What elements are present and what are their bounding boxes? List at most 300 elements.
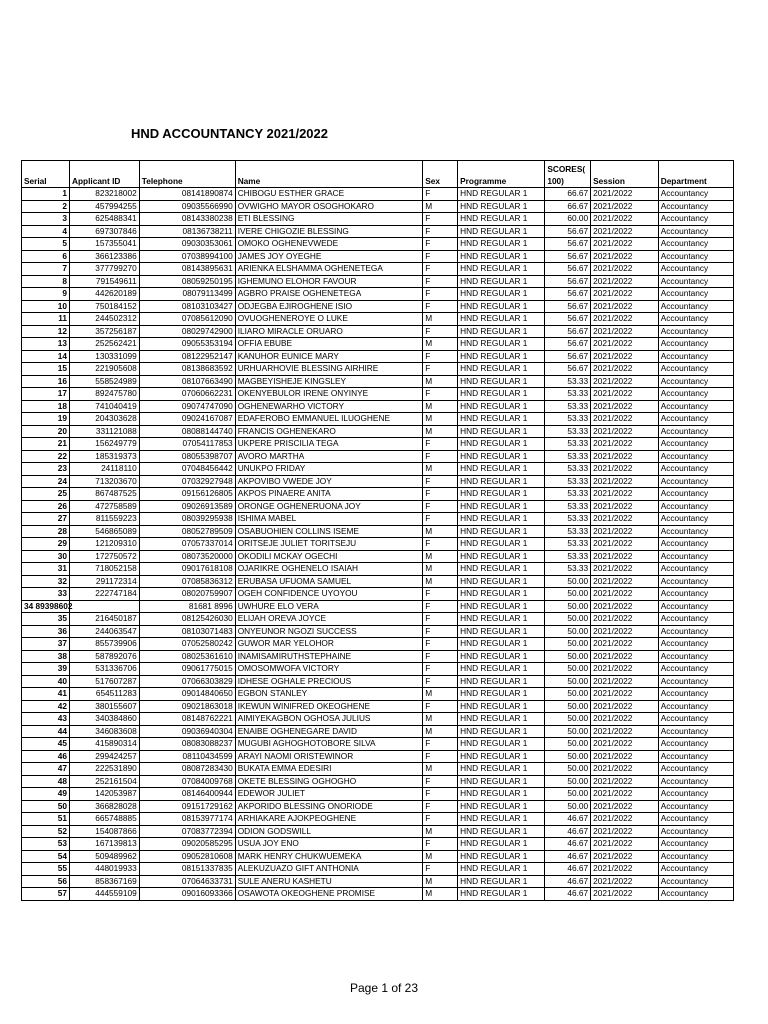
cell-applicant-id: 222531890 bbox=[69, 763, 139, 776]
col-header-name: Name bbox=[235, 161, 423, 188]
cell-applicant-id: 366828028 bbox=[69, 800, 139, 813]
cell-serial: 28 bbox=[22, 525, 70, 538]
cell-serial: 18 bbox=[22, 400, 70, 413]
cell-score: 56.67 bbox=[545, 275, 591, 288]
cell-department: Accountancy bbox=[658, 663, 733, 676]
cell-score: 46.67 bbox=[545, 838, 591, 851]
cell-telephone: 08151337835 bbox=[139, 863, 235, 876]
cell-serial: 55 bbox=[22, 863, 70, 876]
cell-name: UNUKPO FRIDAY bbox=[235, 463, 423, 476]
cell-session: 2021/2022 bbox=[591, 525, 659, 538]
cell-name: MUGUBI AGHOGHOTOBORE SILVA bbox=[235, 738, 423, 751]
cell-session: 2021/2022 bbox=[591, 750, 659, 763]
cell-telephone: 07064633731 bbox=[139, 875, 235, 888]
table-row bbox=[22, 550, 734, 563]
cell-programme: HND REGULAR 1 bbox=[458, 525, 545, 538]
cell-serial: 9 bbox=[22, 288, 70, 301]
cell-score: 50.00 bbox=[545, 613, 591, 626]
cell-sex: F bbox=[423, 813, 458, 826]
cell-programme: HND REGULAR 1 bbox=[458, 738, 545, 751]
cell-name: ETI BLESSING bbox=[235, 213, 423, 226]
cell-telephone: 08025361610 bbox=[139, 650, 235, 663]
cell-name: ODJEGBA EJIROGHENE ISIO bbox=[235, 300, 423, 313]
cell-telephone: 07057337014 bbox=[139, 538, 235, 551]
cell-serial: 3 bbox=[22, 213, 70, 226]
cell-applicant-id: 665748885 bbox=[69, 813, 139, 826]
table-row bbox=[22, 650, 734, 663]
cell-serial: 22 bbox=[22, 450, 70, 463]
table-row bbox=[22, 488, 734, 501]
cell-telephone: 08059250195 bbox=[139, 275, 235, 288]
cell-name: AKPOVIBO VWEDE JOY bbox=[235, 475, 423, 488]
cell-applicant-id: 380155607 bbox=[69, 700, 139, 713]
cell-programme: HND REGULAR 1 bbox=[458, 500, 545, 513]
cell-serial: 23 bbox=[22, 463, 70, 476]
cell-serial: 14 bbox=[22, 350, 70, 363]
cell-sex: F bbox=[423, 363, 458, 376]
cell-session: 2021/2022 bbox=[591, 825, 659, 838]
cell-applicant-id: 823218002 bbox=[69, 188, 139, 201]
cell-name: OSAWOTA OKEOGHENE PROMISE bbox=[235, 888, 423, 901]
cell-serial: 39 bbox=[22, 663, 70, 676]
cell-programme: HND REGULAR 1 bbox=[458, 650, 545, 663]
cell-sex: F bbox=[423, 538, 458, 551]
table-row bbox=[22, 638, 734, 651]
cell-name: OGEH CONFIDENCE UYOYOU bbox=[235, 588, 423, 601]
cell-serial: 4 bbox=[22, 225, 70, 238]
cell-sex: M bbox=[423, 875, 458, 888]
cell-applicant-id: 216450187 bbox=[69, 613, 139, 626]
cell-department: Accountancy bbox=[658, 600, 733, 613]
table-row bbox=[22, 838, 734, 851]
cell-serial: 12 bbox=[22, 325, 70, 338]
cell-department: Accountancy bbox=[658, 800, 733, 813]
cell-name: JAMES JOY OYEGHE bbox=[235, 250, 423, 263]
cell-sex: M bbox=[423, 888, 458, 901]
cell-applicant-id: 204303628 bbox=[69, 413, 139, 426]
table-row bbox=[22, 438, 734, 451]
cell-sex: F bbox=[423, 238, 458, 251]
cell-session: 2021/2022 bbox=[591, 625, 659, 638]
cell-session: 2021/2022 bbox=[591, 738, 659, 751]
table-row bbox=[22, 888, 734, 901]
cell-applicant-id: 331121088 bbox=[69, 425, 139, 438]
table-row bbox=[22, 625, 734, 638]
cell-name: OKETE BLESSING OGHOGHO bbox=[235, 775, 423, 788]
table-row bbox=[22, 675, 734, 688]
cell-session: 2021/2022 bbox=[591, 250, 659, 263]
cell-session: 2021/2022 bbox=[591, 263, 659, 276]
table-row bbox=[22, 688, 734, 701]
cell-score: 53.33 bbox=[545, 563, 591, 576]
cell-session: 2021/2022 bbox=[591, 313, 659, 326]
cell-session: 2021/2022 bbox=[591, 388, 659, 401]
cell-telephone: 07085836312 bbox=[139, 575, 235, 588]
cell-applicant-id: 718052158 bbox=[69, 563, 139, 576]
table-row bbox=[22, 400, 734, 413]
cell-applicant-id: 791549611 bbox=[69, 275, 139, 288]
cell-sex: F bbox=[423, 388, 458, 401]
cell-department: Accountancy bbox=[658, 288, 733, 301]
cell-sex: M bbox=[423, 575, 458, 588]
cell-name: OJARIKRE OGHENELO ISAIAH bbox=[235, 563, 423, 576]
cell-name: AKPORIDO BLESSING ONORIODE bbox=[235, 800, 423, 813]
cell-programme: HND REGULAR 1 bbox=[458, 613, 545, 626]
table-row bbox=[22, 475, 734, 488]
cell-name: SULE ANERU KASHETU bbox=[235, 875, 423, 888]
cell-score: 53.33 bbox=[545, 400, 591, 413]
cell-serial: 45 bbox=[22, 738, 70, 751]
cell-sex: F bbox=[423, 300, 458, 313]
cell-department: Accountancy bbox=[658, 650, 733, 663]
cell-programme: HND REGULAR 1 bbox=[458, 200, 545, 213]
cell-score: 56.67 bbox=[545, 238, 591, 251]
cell-session: 2021/2022 bbox=[591, 275, 659, 288]
cell-session: 2021/2022 bbox=[591, 763, 659, 776]
cell-applicant-id bbox=[69, 600, 139, 613]
cell-telephone: 07083772394 bbox=[139, 825, 235, 838]
cell-serial: 10 bbox=[22, 300, 70, 313]
cell-applicant-id: 172750572 bbox=[69, 550, 139, 563]
cell-score: 50.00 bbox=[545, 750, 591, 763]
cell-score: 66.67 bbox=[545, 200, 591, 213]
cell-sex: F bbox=[423, 600, 458, 613]
cell-score: 56.67 bbox=[545, 225, 591, 238]
cell-serial: 1 bbox=[22, 188, 70, 201]
cell-telephone: 08153977174 bbox=[139, 813, 235, 826]
table-row bbox=[22, 563, 734, 576]
cell-applicant-id: 444559109 bbox=[69, 888, 139, 901]
cell-serial: 43 bbox=[22, 713, 70, 726]
table-row bbox=[22, 388, 734, 401]
cell-name: AKPOS PINAERE ANITA bbox=[235, 488, 423, 501]
cell-session: 2021/2022 bbox=[591, 575, 659, 588]
cell-applicant-id: 415890314 bbox=[69, 738, 139, 751]
cell-telephone: 09021863018 bbox=[139, 700, 235, 713]
cell-score: 50.00 bbox=[545, 763, 591, 776]
table-row bbox=[22, 225, 734, 238]
cell-score: 53.33 bbox=[545, 500, 591, 513]
cell-programme: HND REGULAR 1 bbox=[458, 463, 545, 476]
table-row bbox=[22, 825, 734, 838]
cell-score: 56.67 bbox=[545, 300, 591, 313]
cell-telephone: 81681 8996 bbox=[139, 600, 235, 613]
cell-score: 53.33 bbox=[545, 413, 591, 426]
cell-serial: 34 89398602 bbox=[22, 600, 70, 613]
cell-programme: HND REGULAR 1 bbox=[458, 275, 545, 288]
cell-programme: HND REGULAR 1 bbox=[458, 625, 545, 638]
cell-sex: M bbox=[423, 338, 458, 351]
cell-name: KANUHOR EUNICE MARY bbox=[235, 350, 423, 363]
cell-programme: HND REGULAR 1 bbox=[458, 313, 545, 326]
cell-sex: F bbox=[423, 350, 458, 363]
cell-serial: 40 bbox=[22, 675, 70, 688]
cell-serial: 21 bbox=[22, 438, 70, 451]
cell-telephone: 08020759907 bbox=[139, 588, 235, 601]
cell-score: 50.00 bbox=[545, 688, 591, 701]
cell-serial: 32 bbox=[22, 575, 70, 588]
cell-programme: HND REGULAR 1 bbox=[458, 775, 545, 788]
cell-score: 53.33 bbox=[545, 388, 591, 401]
cell-programme: HND REGULAR 1 bbox=[458, 225, 545, 238]
cell-telephone: 09036940304 bbox=[139, 725, 235, 738]
cell-telephone: 08083088237 bbox=[139, 738, 235, 751]
cell-serial: 44 bbox=[22, 725, 70, 738]
cell-programme: HND REGULAR 1 bbox=[458, 450, 545, 463]
cell-applicant-id: 24118110 bbox=[69, 463, 139, 476]
cell-programme: HND REGULAR 1 bbox=[458, 325, 545, 338]
cell-applicant-id: 167139813 bbox=[69, 838, 139, 851]
cell-department: Accountancy bbox=[658, 813, 733, 826]
cell-sex: F bbox=[423, 838, 458, 851]
cell-session: 2021/2022 bbox=[591, 713, 659, 726]
cell-score: 50.00 bbox=[545, 575, 591, 588]
cell-serial: 7 bbox=[22, 263, 70, 276]
cell-telephone: 08103071483 bbox=[139, 625, 235, 638]
col-header-sex: Sex bbox=[423, 161, 458, 188]
cell-telephone: 07052580242 bbox=[139, 638, 235, 651]
cell-department: Accountancy bbox=[658, 788, 733, 801]
cell-score: 50.00 bbox=[545, 650, 591, 663]
cell-programme: HND REGULAR 1 bbox=[458, 588, 545, 601]
cell-telephone: 09020585295 bbox=[139, 838, 235, 851]
cell-serial: 13 bbox=[22, 338, 70, 351]
cell-programme: HND REGULAR 1 bbox=[458, 850, 545, 863]
col-header-serial: Serial bbox=[22, 161, 70, 188]
table-row bbox=[22, 725, 734, 738]
cell-department: Accountancy bbox=[658, 513, 733, 526]
table-row bbox=[22, 263, 734, 276]
cell-applicant-id: 291172314 bbox=[69, 575, 139, 588]
cell-applicant-id: 472758589 bbox=[69, 500, 139, 513]
cell-score: 50.00 bbox=[545, 725, 591, 738]
cell-applicant-id: 252562421 bbox=[69, 338, 139, 351]
cell-telephone: 07032927948 bbox=[139, 475, 235, 488]
cell-session: 2021/2022 bbox=[591, 450, 659, 463]
cell-score: 56.67 bbox=[545, 263, 591, 276]
cell-session: 2021/2022 bbox=[591, 550, 659, 563]
cell-score: 46.67 bbox=[545, 863, 591, 876]
cell-serial: 42 bbox=[22, 700, 70, 713]
cell-programme: HND REGULAR 1 bbox=[458, 688, 545, 701]
cell-programme: HND REGULAR 1 bbox=[458, 700, 545, 713]
cell-serial: 8 bbox=[22, 275, 70, 288]
cell-serial: 36 bbox=[22, 625, 70, 638]
cell-programme: HND REGULAR 1 bbox=[458, 363, 545, 376]
cell-score: 56.67 bbox=[545, 313, 591, 326]
cell-name: IDHESE OGHALE PRECIOUS bbox=[235, 675, 423, 688]
cell-serial: 38 bbox=[22, 650, 70, 663]
table-row bbox=[22, 513, 734, 526]
cell-programme: HND REGULAR 1 bbox=[458, 713, 545, 726]
cell-applicant-id: 546865089 bbox=[69, 525, 139, 538]
cell-score: 53.33 bbox=[545, 463, 591, 476]
table-row bbox=[22, 300, 734, 313]
cell-department: Accountancy bbox=[658, 363, 733, 376]
cell-telephone: 08055398707 bbox=[139, 450, 235, 463]
cell-applicant-id: 156249779 bbox=[69, 438, 139, 451]
cell-applicant-id: 244502312 bbox=[69, 313, 139, 326]
cell-telephone: 08039295938 bbox=[139, 513, 235, 526]
cell-telephone: 08143895631 bbox=[139, 263, 235, 276]
cell-programme: HND REGULAR 1 bbox=[458, 400, 545, 413]
cell-name: ISHIMA MABEL bbox=[235, 513, 423, 526]
cell-department: Accountancy bbox=[658, 563, 733, 576]
cell-name: IGHEMUNO ELOHOR FAVOUR bbox=[235, 275, 423, 288]
cell-department: Accountancy bbox=[658, 450, 733, 463]
cell-score: 53.33 bbox=[545, 538, 591, 551]
cell-applicant-id: 222747184 bbox=[69, 588, 139, 601]
cell-session: 2021/2022 bbox=[591, 288, 659, 301]
cell-session: 2021/2022 bbox=[591, 888, 659, 901]
cell-score: 50.00 bbox=[545, 800, 591, 813]
cell-name: AGBRO PRAISE OGHENETEGA bbox=[235, 288, 423, 301]
cell-score: 50.00 bbox=[545, 713, 591, 726]
cell-telephone: 09016093366 bbox=[139, 888, 235, 901]
table-row bbox=[22, 588, 734, 601]
cell-name: URHUARHOVIE BLESSING AIRHIRE bbox=[235, 363, 423, 376]
cell-name: CHIBOGU ESTHER GRACE bbox=[235, 188, 423, 201]
cell-programme: HND REGULAR 1 bbox=[458, 763, 545, 776]
cell-telephone: 08148762221 bbox=[139, 713, 235, 726]
cell-telephone: 08087283430 bbox=[139, 763, 235, 776]
cell-sex: F bbox=[423, 650, 458, 663]
cell-session: 2021/2022 bbox=[591, 838, 659, 851]
cell-session: 2021/2022 bbox=[591, 725, 659, 738]
cell-department: Accountancy bbox=[658, 863, 733, 876]
cell-sex: M bbox=[423, 713, 458, 726]
cell-department: Accountancy bbox=[658, 838, 733, 851]
cell-applicant-id: 625488341 bbox=[69, 213, 139, 226]
cell-applicant-id: 130331099 bbox=[69, 350, 139, 363]
cell-session: 2021/2022 bbox=[591, 663, 659, 676]
cell-department: Accountancy bbox=[658, 550, 733, 563]
cell-serial: 31 bbox=[22, 563, 70, 576]
cell-telephone: 09024167087 bbox=[139, 413, 235, 426]
cell-score: 50.00 bbox=[545, 700, 591, 713]
cell-sex: F bbox=[423, 588, 458, 601]
cell-sex: F bbox=[423, 700, 458, 713]
cell-sex: M bbox=[423, 425, 458, 438]
cell-name: ARIENKA ELSHAMMA OGHENETEGA bbox=[235, 263, 423, 276]
cell-serial: 30 bbox=[22, 550, 70, 563]
cell-score: 50.00 bbox=[545, 625, 591, 638]
cell-programme: HND REGULAR 1 bbox=[458, 475, 545, 488]
cell-programme: HND REGULAR 1 bbox=[458, 575, 545, 588]
cell-score: 53.33 bbox=[545, 525, 591, 538]
cell-programme: HND REGULAR 1 bbox=[458, 875, 545, 888]
cell-serial: 52 bbox=[22, 825, 70, 838]
cell-name: ARAYI NAOMI ORISTEWINOR bbox=[235, 750, 423, 763]
cell-session: 2021/2022 bbox=[591, 225, 659, 238]
table-row bbox=[22, 288, 734, 301]
cell-serial: 50 bbox=[22, 800, 70, 813]
table-row bbox=[22, 375, 734, 388]
cell-name: OKENYEBULOR IRENE ONYINYE bbox=[235, 388, 423, 401]
cell-applicant-id: 587892076 bbox=[69, 650, 139, 663]
cell-programme: HND REGULAR 1 bbox=[458, 638, 545, 651]
cell-session: 2021/2022 bbox=[591, 775, 659, 788]
cell-telephone: 09035566990 bbox=[139, 200, 235, 213]
cell-department: Accountancy bbox=[658, 500, 733, 513]
cell-name: AVORO MARTHA bbox=[235, 450, 423, 463]
cell-session: 2021/2022 bbox=[591, 400, 659, 413]
cell-department: Accountancy bbox=[658, 488, 733, 501]
cell-name: FRANCIS OGHENEKARO bbox=[235, 425, 423, 438]
cell-department: Accountancy bbox=[658, 200, 733, 213]
cell-name: AIMIYEKAGBON OGHOSA JULIUS bbox=[235, 713, 423, 726]
cell-sex: F bbox=[423, 500, 458, 513]
cell-serial: 6 bbox=[22, 250, 70, 263]
cell-applicant-id: 142053987 bbox=[69, 788, 139, 801]
col-header-programme: Programme bbox=[458, 161, 545, 188]
cell-department: Accountancy bbox=[658, 625, 733, 638]
cell-name: OFFIA EBUBE bbox=[235, 338, 423, 351]
col-header-department: Department bbox=[658, 161, 733, 188]
cell-applicant-id: 855739906 bbox=[69, 638, 139, 651]
cell-applicant-id: 892475780 bbox=[69, 388, 139, 401]
cell-score: 50.00 bbox=[545, 663, 591, 676]
cell-department: Accountancy bbox=[658, 613, 733, 626]
cell-sex: F bbox=[423, 475, 458, 488]
cell-programme: HND REGULAR 1 bbox=[458, 825, 545, 838]
table-row bbox=[22, 575, 734, 588]
cell-telephone: 07060662231 bbox=[139, 388, 235, 401]
cell-session: 2021/2022 bbox=[591, 638, 659, 651]
cell-programme: HND REGULAR 1 bbox=[458, 188, 545, 201]
cell-programme: HND REGULAR 1 bbox=[458, 288, 545, 301]
cell-serial: 54 bbox=[22, 850, 70, 863]
cell-score: 46.67 bbox=[545, 850, 591, 863]
table-row bbox=[22, 763, 734, 776]
table-row bbox=[22, 338, 734, 351]
cell-name: ALEKUZUAZO GIFT ANTHONIA bbox=[235, 863, 423, 876]
table-row bbox=[22, 800, 734, 813]
table-row bbox=[22, 500, 734, 513]
cell-applicant-id: 244063547 bbox=[69, 625, 139, 638]
cell-telephone: 09055353194 bbox=[139, 338, 235, 351]
cell-programme: HND REGULAR 1 bbox=[458, 213, 545, 226]
cell-name: OGHENEWARHO VICTORY bbox=[235, 400, 423, 413]
cell-applicant-id: 531336706 bbox=[69, 663, 139, 676]
cell-score: 53.33 bbox=[545, 513, 591, 526]
cell-programme: HND REGULAR 1 bbox=[458, 488, 545, 501]
cell-session: 2021/2022 bbox=[591, 800, 659, 813]
cell-session: 2021/2022 bbox=[591, 325, 659, 338]
cell-session: 2021/2022 bbox=[591, 300, 659, 313]
cell-session: 2021/2022 bbox=[591, 438, 659, 451]
cell-sex: F bbox=[423, 863, 458, 876]
cell-telephone: 09026913589 bbox=[139, 500, 235, 513]
table-row bbox=[22, 600, 734, 613]
cell-department: Accountancy bbox=[658, 338, 733, 351]
table-row bbox=[22, 875, 734, 888]
cell-department: Accountancy bbox=[658, 875, 733, 888]
cell-department: Accountancy bbox=[658, 263, 733, 276]
cell-programme: HND REGULAR 1 bbox=[458, 375, 545, 388]
cell-programme: HND REGULAR 1 bbox=[458, 300, 545, 313]
cell-telephone: 08136738211 bbox=[139, 225, 235, 238]
table-row bbox=[22, 238, 734, 251]
cell-name: EDEWOR JULIET bbox=[235, 788, 423, 801]
cell-applicant-id: 154087866 bbox=[69, 825, 139, 838]
cell-programme: HND REGULAR 1 bbox=[458, 538, 545, 551]
cell-applicant-id: 377799270 bbox=[69, 263, 139, 276]
cell-applicant-id: 157355041 bbox=[69, 238, 139, 251]
cell-sex: F bbox=[423, 213, 458, 226]
cell-score: 50.00 bbox=[545, 588, 591, 601]
cell-sex: M bbox=[423, 688, 458, 701]
